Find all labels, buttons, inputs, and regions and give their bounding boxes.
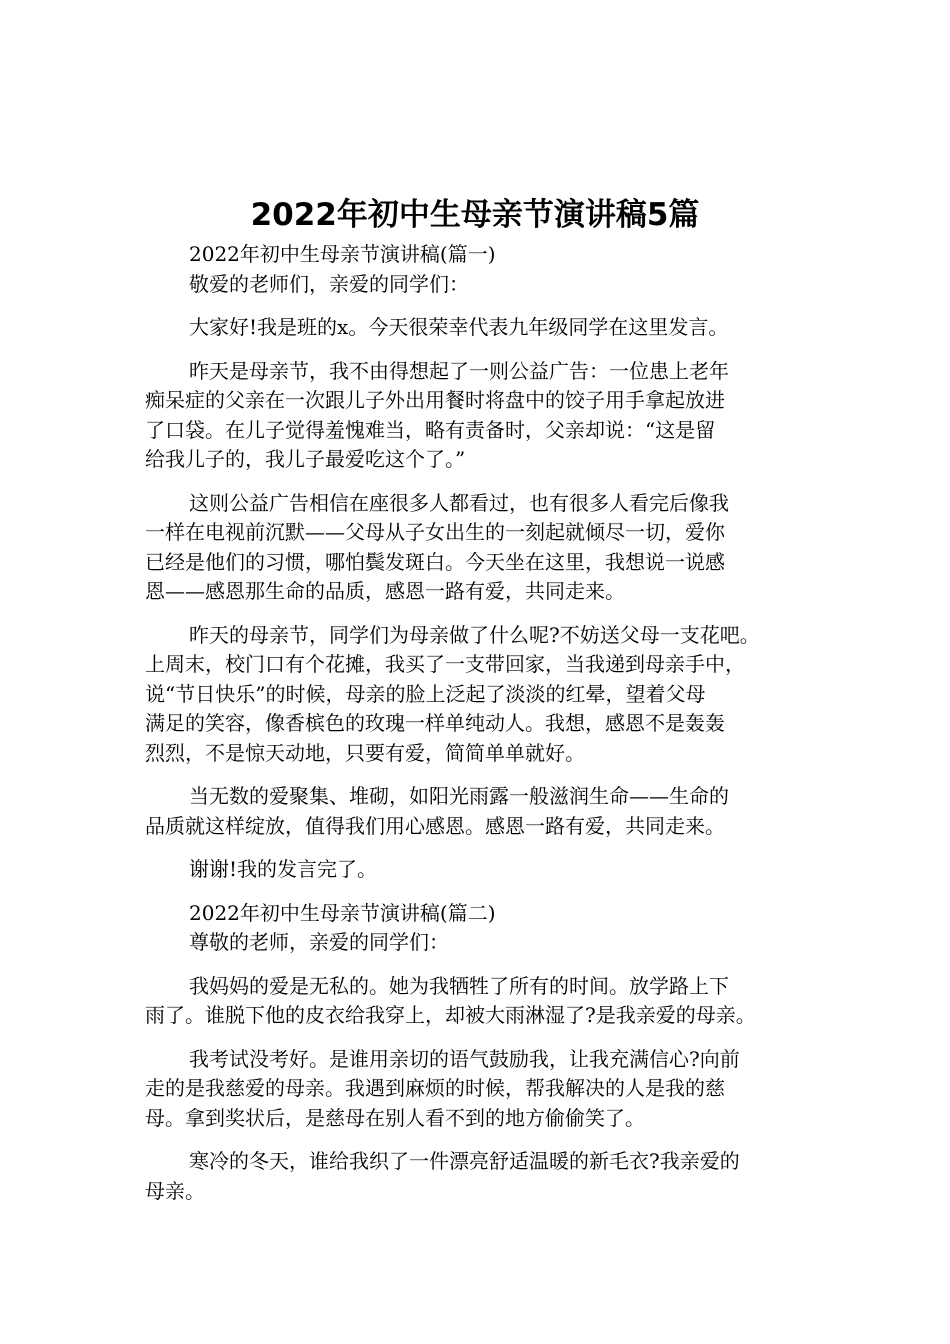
paragraph-line: 恩——感恩那生命的品质，感恩一路有爱，共同走来。 (145, 579, 625, 603)
paragraph-line: 母。拿到奖状后，是慈母在别人看不到的地方偷偷笑了。 (145, 1105, 645, 1130)
paragraph-line: 说“节日快乐”的时候，母亲的脸上泛起了淡淡的红晕，望着父母 (145, 681, 706, 706)
paragraph-line: 雨了。谁脱下他的皮衣给我穿上，却被大雨淋湿了?是我亲爱的母亲。 (145, 1003, 756, 1027)
paragraph-line: 一样在电视前沉默——父母从子女出生的一刻起就倾尽一切，爱你 (145, 520, 725, 544)
section-heading-2: 2022年初中生母亲节演讲稿(篇二) (189, 900, 496, 925)
paragraph-line: 母亲。 (145, 1178, 205, 1203)
paragraph-line: 痴呆症的父亲在一次跟儿子外出用餐时将盘中的饺子用手拿起放进 (145, 388, 725, 412)
paragraph-line: 昨天是母亲节，我不由得想起了一则公益广告：一位患上老年 (189, 358, 729, 383)
paragraph-line: 我妈妈的爱是无私的。她为我牺牲了所有的时间。放学路上下 (189, 973, 729, 998)
paragraph-line: 当无数的爱聚集、堆砌，如阳光雨露一般滋润生命——生命的 (189, 784, 729, 808)
paragraph-line: 昨天的母亲节，同学们为母亲做了什么呢?不妨送父母一支花吧。 (189, 622, 760, 647)
paragraph-line: 已经是他们的习惯，哪怕鬓发斑白。今天坐在这里，我想说一说感 (145, 549, 725, 574)
closing-line: 谢谢!我的发言完了。 (189, 857, 378, 881)
paragraph-line: 上周末，校门口有个花摊，我买了一支带回家，当我递到母亲手中， (145, 652, 745, 676)
paragraph-line: 我考试没考好。是谁用亲切的语气鼓励我，让我充满信心?向前 (189, 1046, 740, 1071)
paragraph-line: 给我儿子的，我儿子最爱吃这个了。” (145, 447, 466, 471)
document-body (145, 240, 810, 1206)
paragraph-line: 寒冷的冬天，谁给我织了一件漂亮舒适温暖的新毛衣?我亲爱的 (189, 1149, 740, 1173)
paragraph-line: 满足的笑容，像香槟色的玫瑰一样单纯动人。我想，感恩不是轰轰 (145, 711, 725, 735)
paragraph-line: 这则公益广告相信在座很多人都看过，也有很多人看完后像我 (189, 490, 729, 515)
paragraph-line: 烈烈，不是惊天动地，只要有爱，简简单单就好。 (145, 740, 585, 765)
paragraph-line: 品质就这样绽放，值得我们用心感恩。感恩一路有爱，共同走来。 (145, 813, 725, 838)
salutation: 敬爱的老师们，亲爱的同学们： (189, 271, 469, 296)
paragraph-line: 走的是我慈爱的母亲。我遇到麻烦的时候，帮我解决的人是我的慈 (145, 1076, 725, 1100)
paragraph-line: 了口袋。在儿子觉得羞愧难当，略有责备时，父亲却说：“这是留 (145, 417, 716, 442)
salutation: 尊敬的老师，亲爱的同学们： (189, 930, 449, 954)
document-title: 2022年初中生母亲节演讲稿5篇 (250, 197, 700, 233)
section-heading-1: 2022年初中生母亲节演讲稿(篇一) (189, 242, 496, 266)
paragraph-line: 大家好!我是班的x。今天很荣幸代表九年级同学在这里发言。 (189, 315, 729, 339)
